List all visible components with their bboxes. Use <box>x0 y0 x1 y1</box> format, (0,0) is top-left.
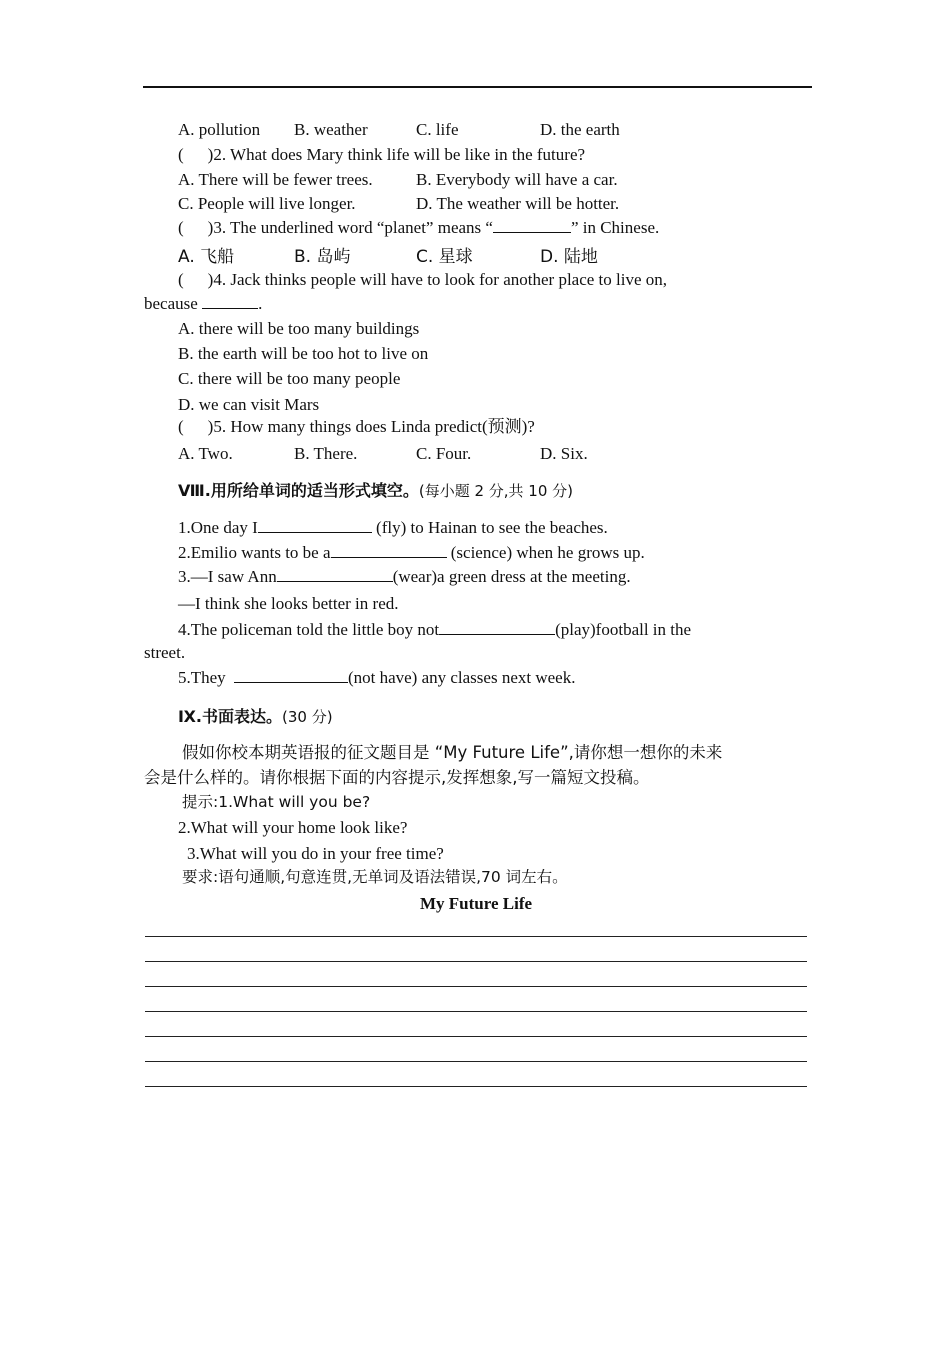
fill-item-2-post: (science) when he grows up. <box>446 543 645 562</box>
section8-title: Ⅷ.用所给单词的适当形式填空。 <box>178 481 419 500</box>
q4-stem <box>178 269 667 291</box>
essay-requirement: 要求:语句通顺,句意连贯,无单词及语法错误,70 词左右。 <box>182 868 568 886</box>
q4-option-c: C. there will be too many people <box>178 369 401 388</box>
q5-stem <box>178 416 535 438</box>
q3-question-end: ” in Chinese. <box>570 218 660 237</box>
fill-item-1 <box>178 517 608 539</box>
q5-option-a: A. Two. <box>178 444 233 463</box>
essay-intro-line1: 假如你校本期英语报的征文题目是 “My Future Life”,请你想一想你的未来 <box>182 743 723 762</box>
fill-item-5-post: (not have) any classes next week. <box>347 668 576 687</box>
q4-stem-cont <box>144 293 262 315</box>
q4-blank[interactable] <box>202 293 258 309</box>
section9-score: (30 分) <box>282 708 333 726</box>
fill-item-2-blank[interactable] <box>331 542 447 558</box>
fill-item-4-post: (play)football in the <box>555 620 692 639</box>
fill-item-3-post: (wear)a green dress at the meeting. <box>392 567 631 586</box>
fill-item-1-post: (fly) to Hainan to see the beaches. <box>371 518 608 537</box>
fill-item-3 <box>178 566 631 588</box>
section9-title: Ⅸ.书面表达。 <box>178 707 283 726</box>
q5-option-c: C. Four. <box>416 444 472 463</box>
q4-period: . <box>258 294 263 313</box>
fill-item-3-blank[interactable] <box>277 566 393 582</box>
q2-stem <box>178 144 585 166</box>
writing-line[interactable] <box>145 1061 807 1062</box>
q2-option-b: B. Everybody will have a car. <box>416 170 618 189</box>
essay-hint-3: 3.What will you do in your free time? <box>187 844 444 863</box>
fill-item-4-blank[interactable] <box>439 619 555 635</box>
q2-option-d: D. The weather will be hotter. <box>416 194 620 213</box>
q5-paren: ( <box>178 417 184 436</box>
header-rule <box>143 86 812 88</box>
q4-because: because <box>144 294 198 313</box>
section9-heading <box>178 706 333 728</box>
writing-line[interactable] <box>145 936 807 937</box>
q5-option-b: B. There. <box>294 444 358 463</box>
essay-title: My Future Life <box>419 894 533 913</box>
writing-line[interactable] <box>145 1036 807 1037</box>
writing-line[interactable] <box>145 961 807 962</box>
fill-item-5-blank[interactable] <box>234 667 348 683</box>
section8-score: (每小题 2 分,共 10 分) <box>418 482 574 500</box>
fill-item-3-reply: —I think she looks better in red. <box>178 594 399 613</box>
fill-item-1-blank[interactable] <box>258 517 372 533</box>
q5-question: )5. How many things does Linda predict(预测)? <box>207 417 535 436</box>
section8-heading <box>178 480 573 502</box>
q3-stem <box>178 217 659 239</box>
q3-option-a: A. 飞船 <box>178 247 235 267</box>
writing-line[interactable] <box>145 1086 807 1087</box>
q1-option-a: A. pollution <box>178 120 261 139</box>
q2-option-a: A. There will be fewer trees. <box>178 170 373 189</box>
fill-item-3-pre: 3.—I saw Ann <box>178 567 277 586</box>
q2-option-c: C. People will live longer. <box>178 194 356 213</box>
q1-option-b: B. weather <box>294 120 368 139</box>
q3-option-b: B. 岛屿 <box>294 247 351 267</box>
fill-item-4 <box>178 619 691 641</box>
essay-hint-2: 2.What will your home look like? <box>178 818 408 837</box>
q1-option-d: D. the earth <box>540 120 620 139</box>
essay-intro-line2: 会是什么样的。请你根据下面的内容提示,发挥想象,写一篇短文投稿。 <box>144 768 650 787</box>
fill-item-2-pre: 2.Emilio wants to be a <box>178 543 331 562</box>
essay-hint-1: 提示:1.What will you be? <box>182 793 371 811</box>
fill-item-5-pre: 5.They <box>178 668 230 687</box>
fill-item-5 <box>178 667 575 689</box>
writing-line[interactable] <box>145 986 807 987</box>
q4-option-b: B. the earth will be too hot to live on <box>178 344 429 363</box>
q3-option-c: C. 星球 <box>416 247 473 267</box>
q4-option-d: D. we can visit Mars <box>178 395 320 414</box>
fill-item-4-pre: 4.The policeman told the little boy not <box>178 620 440 639</box>
q3-blank[interactable] <box>493 217 571 233</box>
q3-paren: ( <box>178 218 184 237</box>
q5-option-d: D. Six. <box>540 444 588 463</box>
q4-paren: ( <box>178 270 184 289</box>
q2-question: )2. What does Mary think life will be like in the future? <box>207 145 586 164</box>
q3-question-start: )3. The underlined word “planet” means “ <box>207 218 493 237</box>
q4-question: )4. Jack thinks people will have to look for another place to live on, <box>207 270 668 289</box>
fill-item-2 <box>178 542 645 564</box>
q1-option-c: C. life <box>416 120 459 139</box>
q2-paren: ( <box>178 145 184 164</box>
q3-option-d: D. 陆地 <box>540 247 598 267</box>
q4-option-a: A. there will be too many buildings <box>178 319 420 338</box>
fill-item-4-cont: street. <box>144 643 186 662</box>
writing-line[interactable] <box>145 1011 807 1012</box>
fill-item-1-pre: 1.One day I <box>178 518 258 537</box>
